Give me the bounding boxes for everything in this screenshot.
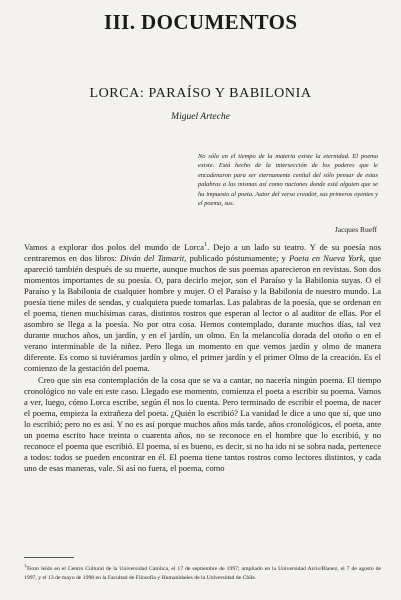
book-title-poeta: Poeta en Nueva York	[288, 253, 364, 263]
section-title: III. DOCUMENTOS	[104, 10, 298, 34]
footnote-divider	[24, 557, 74, 558]
footnote-mark: 1	[24, 563, 27, 568]
article-title: LORCA: PARAÍSO Y BABILONIA	[89, 86, 312, 101]
footnote-text: Texto leído en el Centro Cultural de la Universidad Católica, el 17 de septiembre de 1997; ampliado en la Universidad Arcis/Bianez, el 7 de agosto de 1997, y el 13 de mayo de 1998 en la Facultad de Filosofía y Humanidades de la Universidad de Chile.	[24, 565, 381, 581]
body-paragraph-2: Creo que sin esa contemplación de la cosa que se va a cantar, no nacería ningún poema. El tiempo cronológico no vale en este caso. Llegado ese momento, comienza el poeta a escribir su poema. Vamos a ver, luego, cómo Lorca escribe, según él nos lo cuenta. Pero terminado de escribir el poema, de nacer el poema, empieza la extrañeza del poeta. ¿Quién lo escribió? La vanidad le dice a uno que sí, que uno lo escribió; pero no es así. Y no es así porque muchos años más tarde, años cronológicos, el poeta, ante un poema escrito hace treinta o cuarenta años, no se reconoce en el hombre que lo escribió, y no reconoce el poema que escribió. El poema, sí es bueno, es decir, si no ha ido ni se sobra nada, pertenece a todos: todos se pueden encontrar en él. El poema tiene tantos rostros como lectores distintos, y cada uno de esas maneras, vale. Si así no fuera, el poema, como	[24, 375, 381, 473]
body-paragraph-1	[24, 242, 381, 374]
article-author: Miguel Arteche	[171, 112, 230, 122]
body-p1-seg-0: . Dejo a un lado su teatro. Y de su poesía nos centraremos en dos libros:	[24, 242, 381, 263]
footnote	[24, 562, 381, 582]
article-body	[24, 242, 381, 474]
body-p1-seg-4: , que apareció también después de su muerte, aunque muchos de sus poemas aparecieron en revistas. Son dos momentos importantes de su poesía. O, para decirlo mejor, son el Paraíso y la Babilonia suyas. O el Paraíso y la Babilonia de cualquier hombre y mujer. O el Paraíso y la Babilonia de nuestro mundo. La poesía tiene miles de sendas, y cualquiera puede tomarlas. Las palabras de la poesía, que se ordenan en el poema, tienen muchísimas caras, distintos rostros que esperan al lector o al auditor de ellas. Por el asombro se llega a la poesía. No por otra cosa. Hemos contemplado, durante muchos días, tal vez durante muchos años, un jardín, y en el jardín, un olmo. En la melancolía dorada del otoño o en el verano interminable de la niñez. Pero llega un momento en que vemos jardín y olmo de manera diferente. Es como si tuviéramos jardín y olmo, el primer jardín y el primer Olmo de la creación. Es el comienzo de la gestación del poema.	[24, 253, 381, 373]
body-p1-seg-2: , publicado póstumamente; y	[184, 253, 289, 263]
book-title-divan: Diván del Tamarit	[119, 253, 185, 263]
footnote-reference: 1	[204, 242, 208, 249]
epigraph-text: No sólo en el tiempo de la materia existe la eternidad. El poema existe. Está hecho de la intersección de los poderes que le encadenaron para ser eternamente cenital del sólo pensar de estas palabras a las mismas así como naciones donde está alguien que se ha impuesto al poeta. Autor del verso creador, sus primeros oyentes y el poema, sus.	[198, 153, 378, 208]
epigraph-author: Jacques Rueff	[334, 225, 377, 234]
body-p1-start: Vamos a explorar dos polos del mundo de Lorca	[24, 242, 205, 252]
